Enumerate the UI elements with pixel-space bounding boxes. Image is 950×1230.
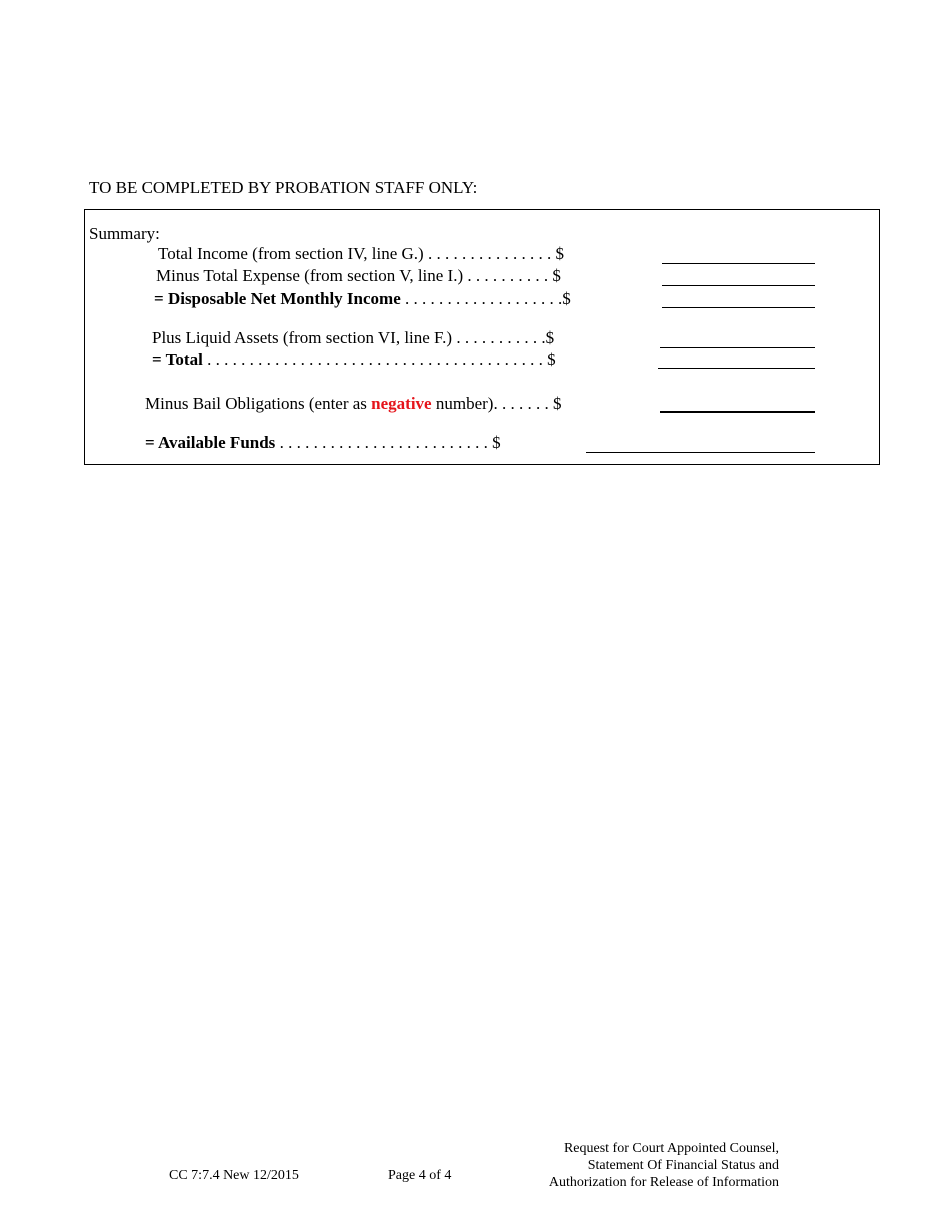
negative-emphasis: negative xyxy=(371,394,432,413)
total-expense-field[interactable] xyxy=(662,285,815,286)
liquid-assets-field[interactable] xyxy=(660,347,815,348)
row-label: Total Income (from section IV, line G.) xyxy=(158,244,424,263)
row-label: Disposable Net Monthly Income xyxy=(167,289,401,308)
row-leader: . . . . . . . . . . $ xyxy=(463,266,561,285)
form-title-line3: Authorization for Release of Information xyxy=(548,1175,779,1190)
row-liquid-assets xyxy=(152,328,554,348)
form-title-line2: Statement Of Financial Status and xyxy=(587,1158,779,1173)
row-prefix: = xyxy=(154,289,168,308)
row-total-income xyxy=(158,244,564,264)
row-disposable-income xyxy=(154,289,571,309)
row-bail-obligations xyxy=(145,394,561,414)
form-title-line1: Request for Court Appointed Counsel, xyxy=(563,1141,779,1156)
row-leader: . . . . . . . . . . . . . . . $ xyxy=(423,244,564,263)
row-label: Available Funds xyxy=(158,433,276,452)
row-available-funds xyxy=(145,433,501,453)
row-prefix: = xyxy=(145,433,158,452)
row-label: Minus Total Expense (from section V, line I.) xyxy=(156,266,464,285)
row-leader: . . . . . . . . . . .$ xyxy=(452,328,555,347)
row-prefix: = xyxy=(152,350,166,369)
page-number: Page 4 of 4 xyxy=(388,1168,452,1183)
section-heading: TO BE COMPLETED BY PROBATION STAFF ONLY: xyxy=(89,178,478,197)
row-leader: . . . . . . . . . . . . . . . . . . . . . . . . . . . . . . . . . . . . . . . . $ xyxy=(202,350,556,369)
row-label-before: Minus Bail Obligations (enter as xyxy=(145,394,372,413)
row-label-after: number). . . . . . . $ xyxy=(431,394,562,413)
row-label: Plus Liquid Assets (from section VI, line F.) xyxy=(152,328,453,347)
form-code: CC 7:7.4 New 12/2015 xyxy=(169,1168,299,1183)
total-income-field[interactable] xyxy=(662,263,815,264)
form-title xyxy=(549,1140,779,1191)
available-funds-field[interactable] xyxy=(586,452,815,453)
total-field[interactable] xyxy=(658,368,815,369)
row-total xyxy=(152,350,556,370)
summary-label: Summary: xyxy=(89,224,160,243)
row-leader: . . . . . . . . . . . . . . . . . . . . . . . . . $ xyxy=(275,433,501,452)
row-total-expense xyxy=(156,266,561,286)
row-label: Total xyxy=(165,350,203,369)
disposable-income-field[interactable] xyxy=(662,307,815,308)
bail-obligations-field[interactable] xyxy=(660,411,815,413)
row-leader: . . . . . . . . . . . . . . . . . . .$ xyxy=(400,289,571,308)
